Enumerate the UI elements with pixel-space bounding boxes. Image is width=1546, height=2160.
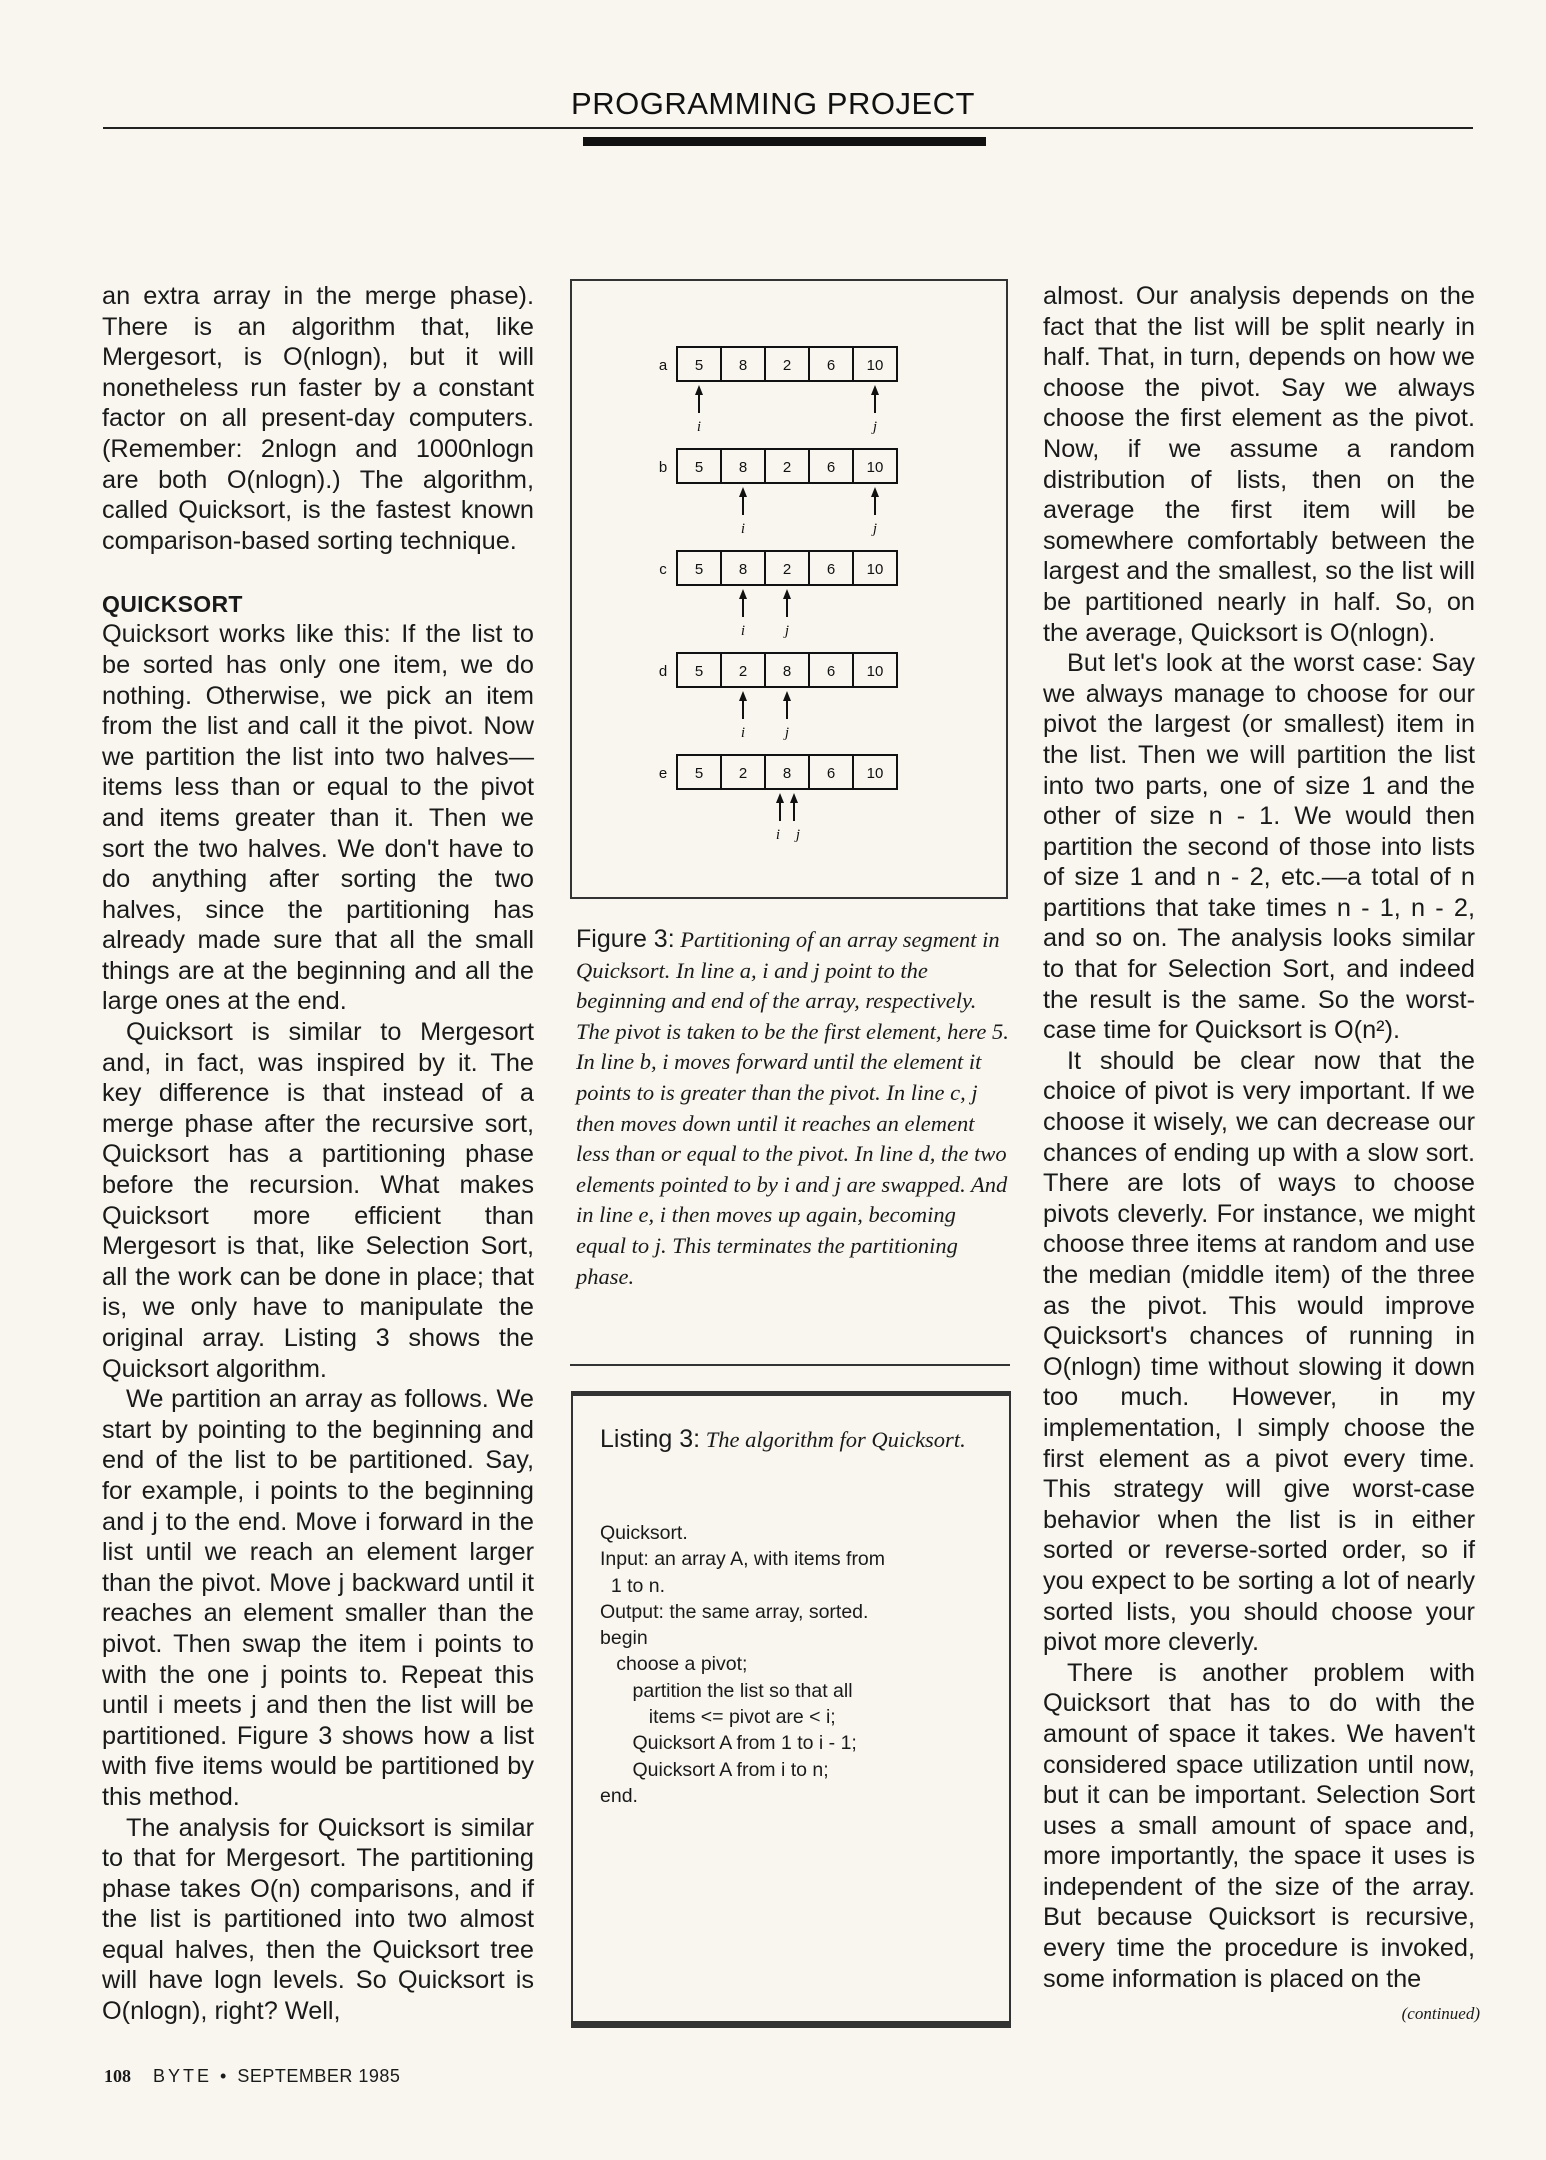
cell-value: 5	[694, 765, 704, 782]
paragraph: an extra array in the merge phase). There is an algorithm that, like Mergesort, is O(nlogn), but it will nonetheless run faster by a constant factor on all present-day computers. (Remember: 2nlogn and 1000nlogn are both O(nlogn).) The algorithm, called Quicksort, is the fastest known comparison-based sorting technique.	[102, 282, 534, 555]
column-3	[1043, 281, 1475, 1994]
cell-value: 8	[782, 663, 792, 680]
j-pointer-arrow	[790, 793, 798, 821]
header-bar	[583, 137, 986, 146]
i-pointer-label: i	[740, 725, 746, 741]
cell-value: 6	[826, 561, 836, 578]
paragraph: Quicksort is similar to Mergesort and, in fact, was inspired by it. The key difference is that instead of a merge phase after the recursive sort, Quicksort has a partitioning phase before the recursion. What makes Quicksort more efficient than Mergesort is that, like Selection Sort, all the work can be done in place; that is, we only have to manipulate the original array. Listing 3 shows the Quicksort algorithm.	[102, 1018, 534, 1383]
page-footer	[104, 2066, 400, 2087]
cell-value: 2	[782, 459, 792, 476]
cell-value: 8	[782, 765, 792, 782]
i-pointer-arrow	[695, 385, 703, 413]
code-line: end.	[600, 1784, 638, 1807]
i-pointer-arrow	[776, 793, 784, 821]
i-pointer-label: i	[696, 419, 702, 435]
figure-caption-label: Figure 3:	[576, 925, 675, 953]
j-pointer-label: j	[784, 623, 790, 639]
cell-value: 5	[694, 459, 704, 476]
i-pointer-arrow	[739, 589, 747, 617]
row-label: b	[658, 459, 668, 476]
i-pointer-arrow	[739, 487, 747, 515]
cell-value: 10	[866, 357, 884, 374]
j-pointer-arrow	[871, 385, 879, 413]
header-rule	[103, 127, 1473, 129]
paragraph: The analysis for Quicksort is similar to that for Mergesort. The partitioning phase takes O(n) comparisons, and if the list is partitioned into two almost equal halves, then the Quicksort tree will have logn levels. So Quicksort is O(nlogn), right? Well,	[102, 1813, 534, 2026]
code-line: Quicksort.	[600, 1522, 688, 1544]
footer-separator: •	[220, 2066, 230, 2086]
listing-code	[600, 1520, 885, 1809]
j-pointer-arrow	[783, 691, 791, 719]
cell-value: 5	[694, 561, 704, 578]
i-pointer-label: i	[740, 521, 746, 537]
code-line: begin	[600, 1627, 648, 1650]
column-1	[102, 281, 534, 2027]
code-line: Quicksort A from 1 to i - 1;	[600, 1732, 857, 1755]
partition-diagram	[572, 281, 1006, 897]
cell-value: 10	[866, 561, 884, 578]
j-pointer-label: j	[784, 725, 790, 741]
row-label: e	[658, 765, 668, 782]
cell-value: 2	[738, 765, 748, 782]
code-line: items <= pivot are < i;	[600, 1706, 836, 1729]
row-label: c	[659, 561, 667, 578]
row-label: d	[658, 663, 668, 680]
cell-value: 2	[782, 357, 792, 374]
cell-value: 5	[694, 663, 704, 680]
magazine-name: BYTE	[153, 2066, 213, 2086]
paragraph: Quicksort works like this: If the list to be sorted has only one item, we do nothing. Otherwise, we pick an item from the list and call it the pivot. Now we partition the list into two halves—items less than or equal to the pivot and items greater than it. Then we sort the two halves. We don't have to do anything after sorting the two halves, since the partitioning has already made sure that all the small things are at the beginning and all the large ones at the end.	[102, 620, 534, 1016]
j-pointer-label: j	[872, 419, 878, 435]
cell-value: 6	[826, 765, 836, 782]
cell-value: 6	[826, 663, 836, 680]
i-pointer-arrow	[739, 691, 747, 719]
cell-value: 5	[694, 357, 704, 374]
page-header-title: PROGRAMMING PROJECT	[571, 86, 975, 121]
cell-value: 8	[738, 561, 748, 578]
cell-value: 6	[826, 357, 836, 374]
issue-date: SEPTEMBER 1985	[237, 2066, 401, 2086]
listing-caption-label: Listing 3:	[600, 1425, 701, 1453]
cell-value: 8	[738, 357, 748, 374]
cell-value: 8	[738, 459, 748, 476]
continued-note: (continued)	[1401, 2004, 1480, 2023]
paragraph: We partition an array as follows. We start by pointing to the beginning and end of the list to be partitioned. Say, for example, i points to the beginning and j to the end. Move i forward in the list until we reach an element larger than the pivot. Move j backward until it reaches an element smaller than the pivot. Then swap the item i points to with the one j points to. Repeat this until i meets j and then the list will be partitioned. Figure 3 shows how a list with five items would be partitioned by this method.	[102, 1385, 534, 1811]
paragraph: It should be clear now that the choice of pivot is very important. If we choose it wisely, we can decrease our chances of ending up with a slow sort. There are lots of ways to choose pivots cleverly. For instance, we might choose three items at random and use the median (middle item) of the three as the pivot. This would improve Quicksort's chances of running in O(nlogn) time without slowing it down too much. However, in my implementation, I simply choose the first element as a pivot every time. This strategy will give worst-case behavior when the list is in either sorted or reverse-sorted order, so if you expect to be sorting a lot of nearly sorted lists, you should choose your pivot more cleverly.	[1043, 1046, 1475, 1657]
j-pointer-arrow	[783, 589, 791, 617]
paragraph: But let's look at the worst case: Say we always manage to choose for our pivot the largest (or smallest) item in the list. Then we will partition the list into two parts, one of size 1 and the other of size n - 1. We would then partition the second of those into lists of size 1 and n - 2, etc.—a total of n partitions that take times n - 1, n - 2, and so on. The analysis looks similar to that for Selection Sort, and indeed the result is the same. So the worst-case time for Quicksort is O(n²).	[1043, 649, 1475, 1045]
code-line: choose a pivot;	[600, 1653, 748, 1676]
j-pointer-arrow	[871, 487, 879, 515]
row-label: a	[658, 357, 668, 374]
code-line: Quicksort A from i to n;	[600, 1758, 829, 1781]
i-pointer-label: i	[740, 623, 746, 639]
cell-value: 10	[866, 765, 884, 782]
code-line: partition the list so that all	[600, 1679, 853, 1702]
figure-rule	[570, 1364, 1010, 1366]
cell-value: 2	[738, 663, 748, 680]
cell-value: 2	[782, 561, 792, 578]
paragraph: There is another problem with Quicksort that has to do with the amount of space it takes. We haven't considered space utilization until now, but it can be important. Selection Sort uses a small amount of space and, more importantly, the space it uses is independent of the size of the array. But because Quicksort is recursive, every time the procedure is invoked, some information is placed on the	[1043, 1658, 1475, 1993]
listing-caption	[600, 1424, 990, 1455]
cell-value: 6	[826, 459, 836, 476]
section-heading: QUICKSORT	[102, 591, 243, 618]
j-pointer-label: j	[872, 521, 878, 537]
paragraph: almost. Our analysis depends on the fact that the list will be split nearly in half. That, in turn, depends on how we choose the pivot. Say we always choose the first element as the pivot. Now, if we assume a random distribution of lists, then on the average the first item will be somewhere comfortably between the largest and the smallest, so the list will be partitioned nearly in half. So, on the average, Quicksort is O(nlogn).	[1043, 282, 1475, 647]
cell-value: 10	[866, 663, 884, 680]
code-line: Input: an array A, with items from	[600, 1548, 886, 1571]
j-pointer-label: j	[795, 827, 801, 843]
listing-caption-title: The algorithm for Quicksort.	[705, 1427, 966, 1452]
page-number: 108	[104, 2066, 131, 2086]
figure-caption-text: Partitioning of an array segment in Quicksort. In line a, i and j point to the beginning and end of the array, respectively. The pivot is taken to be the first element, here 5. In line b, i moves forward until the element it points to is greater than the pivot. In line c, j then moves down until it reaches an element less than or equal to the pivot. In line d, the two elements pointed to by i and j are swapped. And in line e, i then moves up again, becoming equal to j. This terminates the partitioning phase.	[576, 927, 1009, 1289]
figure-box	[570, 279, 1008, 899]
code-line: Output: the same array, sorted.	[600, 1600, 869, 1623]
figure-caption	[576, 924, 1011, 1292]
code-line: 1 to n.	[600, 1574, 666, 1597]
cell-value: 10	[866, 459, 884, 476]
i-pointer-label: i	[775, 827, 781, 843]
